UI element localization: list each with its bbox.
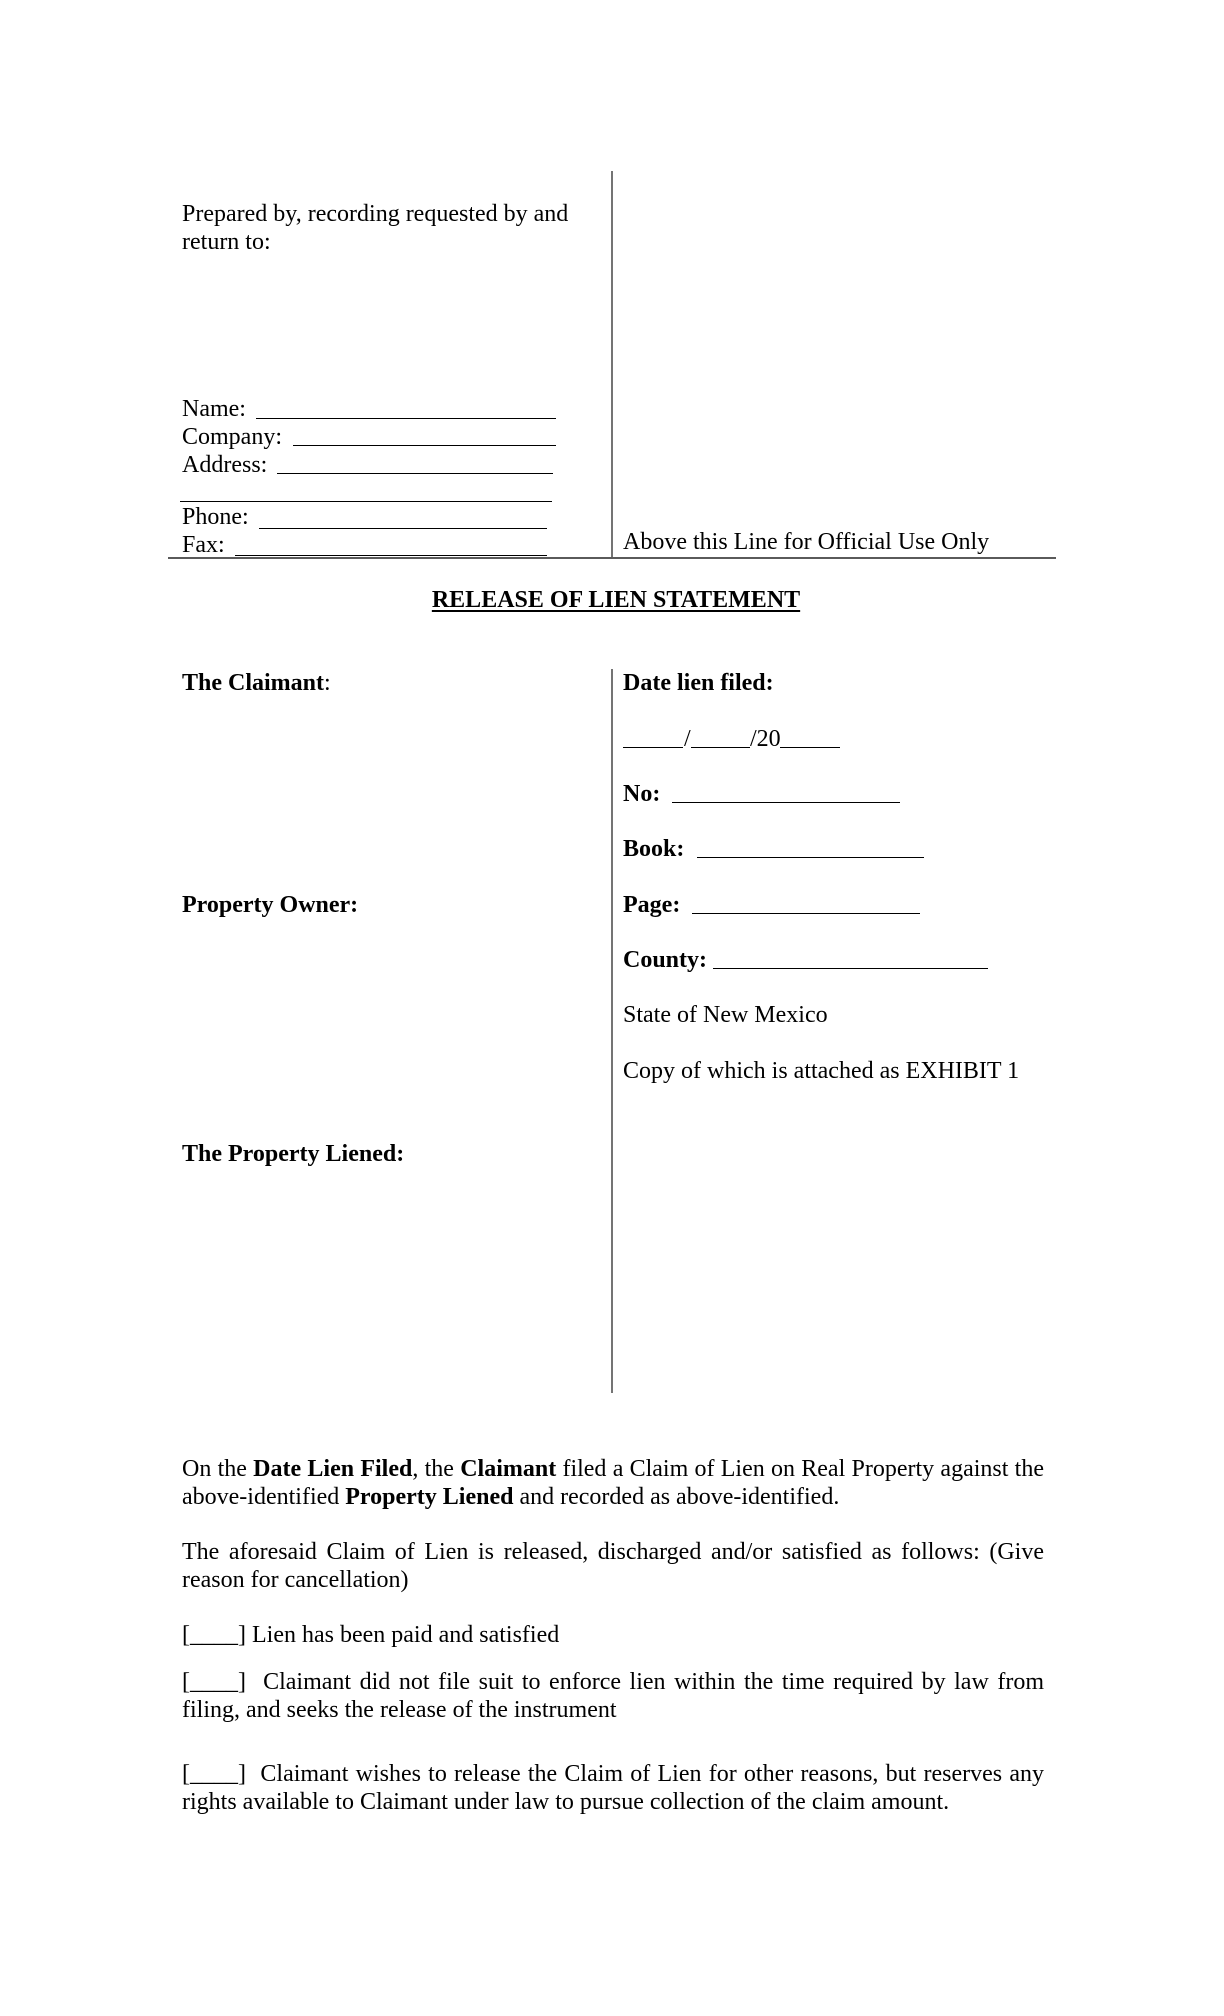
prepared-by-label: Prepared by, recording requested by and return to: (182, 201, 569, 255)
option-other-reasons-checkbox[interactable]: [____] (182, 1761, 246, 1787)
address-label: Address: (182, 452, 268, 478)
date-day-field[interactable] (691, 747, 750, 748)
release-statement: The aforesaid Claim of Lien is released, discharged and/or satisfied as follows: (Give reason for cancellation) (182, 1539, 1044, 1593)
county-label: County: (623, 947, 708, 973)
option-no-suit-text: Claimant did not file suit to enforce lien within the time required by law from filing, and seeks the release of the instrument (182, 1669, 1044, 1723)
document-title: RELEASE OF LIEN STATEMENT (431, 587, 801, 613)
state-text: State of New Mexico (623, 1002, 828, 1028)
fax-field[interactable] (235, 555, 547, 556)
page-field[interactable] (692, 913, 920, 914)
option-paid-text: Lien has been paid and satisfied (251, 1622, 560, 1648)
date-century: /20 (750, 726, 781, 752)
p1-claimant: Claimant (460, 1456, 557, 1482)
book-field[interactable] (697, 857, 924, 858)
option-paid-checkbox[interactable]: [____] (182, 1622, 246, 1648)
p1-text-1: On the (182, 1456, 254, 1482)
county-field[interactable] (713, 968, 988, 969)
official-use-rule (168, 557, 1056, 559)
official-use-label: Above this Line for Official Use Only (623, 529, 990, 555)
property-liened-label: The Property Liened: (182, 1141, 405, 1167)
page-label: Page: (623, 892, 681, 918)
property-owner-label: Property Owner: (182, 892, 359, 918)
p1-text-4: and recorded as above-identified. (513, 1484, 840, 1510)
name-field[interactable] (256, 418, 556, 419)
date-separator: / (684, 726, 691, 752)
date-month-field[interactable] (623, 747, 683, 748)
p1-text-2: , the (412, 1456, 461, 1482)
claimant-label (182, 669, 331, 697)
option-no-suit-checkbox[interactable]: [____] (182, 1669, 246, 1695)
exhibit-text: Copy of which is attached as EXHIBIT 1 (623, 1058, 1020, 1084)
date-lien-filed-label: Date lien filed: (623, 670, 774, 696)
phone-field[interactable] (259, 528, 547, 529)
phone-label: Phone: (182, 504, 249, 530)
name-label: Name: (182, 396, 246, 422)
address-line-2-field[interactable] (180, 501, 552, 502)
date-year-field[interactable] (780, 747, 840, 748)
book-label: Book: (623, 836, 685, 862)
option-no-suit (182, 1668, 1044, 1724)
company-label: Company: (182, 424, 282, 450)
no-label: No: (623, 781, 661, 807)
option-other-reasons (182, 1760, 1044, 1816)
p1-property-liened: Property Liened (345, 1484, 514, 1510)
claimant-colon: : (324, 670, 331, 696)
claimant-label-text: The Claimant (182, 670, 325, 696)
company-field[interactable] (293, 445, 556, 446)
filing-statement (182, 1455, 1044, 1511)
option-other-reasons-text: Claimant wishes to release the Claim of Lien for other reasons, but reserves any rights available to Claimant under law to pursue collection of the claim amount. (182, 1761, 1045, 1815)
fax-label: Fax: (182, 532, 225, 558)
p1-text-3: filed a Claim of Lien on Real Property against the above-identified (182, 1456, 1044, 1510)
p1-date-lien-filed: Date Lien Filed (253, 1456, 413, 1482)
official-use-divider (611, 171, 613, 559)
column-divider (611, 669, 613, 1393)
address-field[interactable] (277, 473, 553, 474)
no-field[interactable] (672, 802, 900, 803)
option-paid (182, 1621, 1044, 1649)
